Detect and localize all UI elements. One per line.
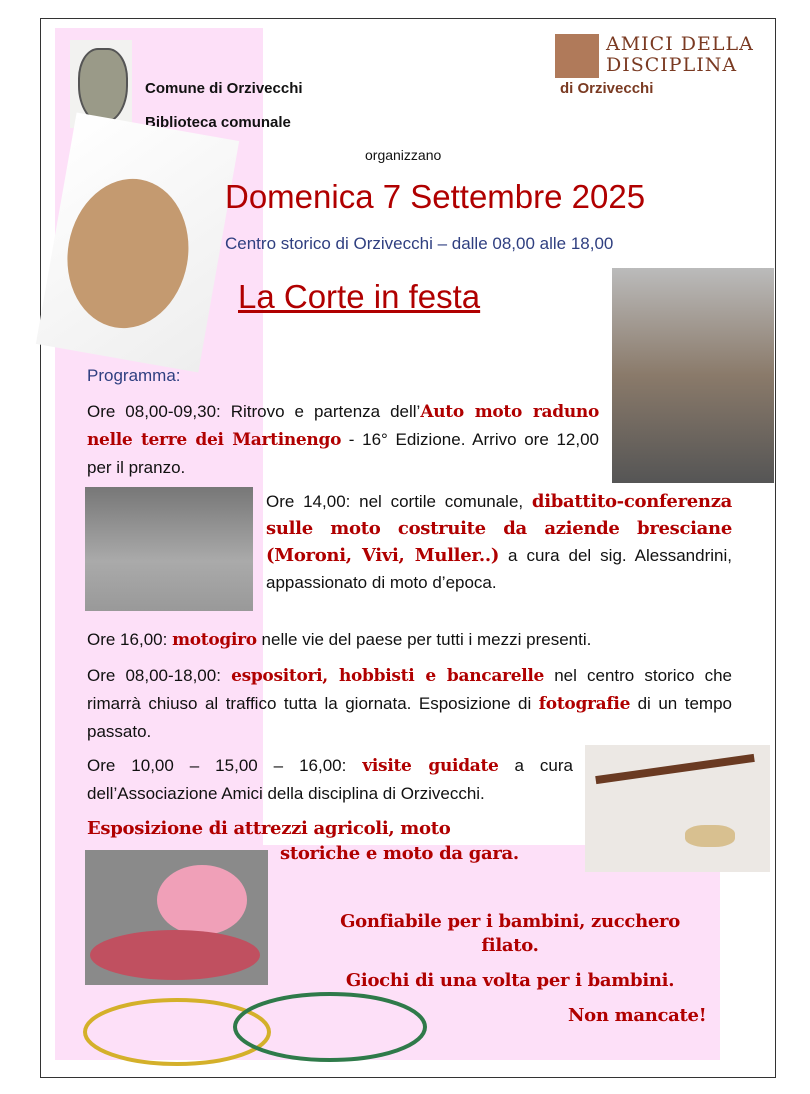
hula-hoops-graphic [80,990,430,1070]
event-date: Domenica 7 Settembre 2025 [225,178,646,215]
esposizione-line1: Esposizione di attrezzi agricoli, moto [87,818,451,839]
esposizione-line2: storiche e moto da gara. [280,843,519,864]
motorcycle-photo [85,487,253,611]
highlight: motogiro [172,630,257,650]
gonfiabile-line1: Gonfiabile per i bambini, zucchero [340,911,680,932]
program-item-espositori [87,662,732,745]
green-hoop [235,994,425,1060]
text: a cura del sig. Alessandrini, appassionato di moto d’epoca. [266,546,732,592]
text: di un tempo passato. [87,694,732,741]
giochi-text: Giochi di una volta per i bambini. [345,970,675,991]
amici-place: di Orzivecchi [560,80,654,97]
highlight: dibattito-conferenza sulle moto costruite da aziende bresciane (Moroni, Vivi, Muller..) [266,491,732,566]
programma-label: Programma: [87,366,181,385]
program-item-raduno [87,398,599,481]
farm-tools-photo [585,745,770,872]
amici-line1: AMICI DELLA [606,33,754,55]
text: Ore 08,00-18,00: [87,666,232,685]
text: nelle vie del paese per tutti i mezzi presenti. [256,630,592,649]
amici-line2: DISCIPLINA [606,54,738,76]
text: nel centro storico che rimarrà chiuso al traffico tutta la giornata. Esposizione di [87,666,732,713]
text: - 16° Edizione. Arrivo ore 12,00 per il pranzo. [87,430,599,477]
program-item-conferenza [266,488,732,596]
text: Ore 16,00: [87,630,173,649]
event-location: Centro storico di Orzivecchi – dalle 08,00 alle 18,00 [225,234,614,253]
amici-logo-text [606,34,754,76]
highlight: visite guidate [362,756,499,776]
gonfiabile-text [300,910,720,958]
gonfiabile-line2: filato. [481,935,539,956]
text: a cura dell’Associazione Amici della disciplina di Orzivecchi. [87,756,574,803]
program-item-visite [87,752,573,807]
amici-logo-image [555,34,599,78]
highlight: fotografie [538,694,631,714]
car-street-photo [612,268,774,483]
text: Ore 14,00: nel cortile comunale, [266,492,532,511]
non-mancate-text: Non mancate! [568,1005,707,1026]
cotton-candy-photo [85,850,268,985]
text: Ore 10,00 – 15,00 – 16,00: [87,756,363,775]
program-item-motogiro [87,626,732,654]
comune-name: Comune di Orzivecchi [145,80,303,97]
event-title: La Corte in festa [238,278,481,315]
organizzano: organizzano [365,147,442,163]
yellow-hoop [85,1000,269,1064]
text: Ore 08,00-09,30: Ritrovo e partenza dell’ [87,402,421,421]
highlight: espositori, hobbisti e bancarelle [231,666,545,686]
biblioteca-name: Biblioteca comunale [145,114,291,131]
highlight: Auto moto raduno nelle terre dei Martinengo [87,402,599,450]
